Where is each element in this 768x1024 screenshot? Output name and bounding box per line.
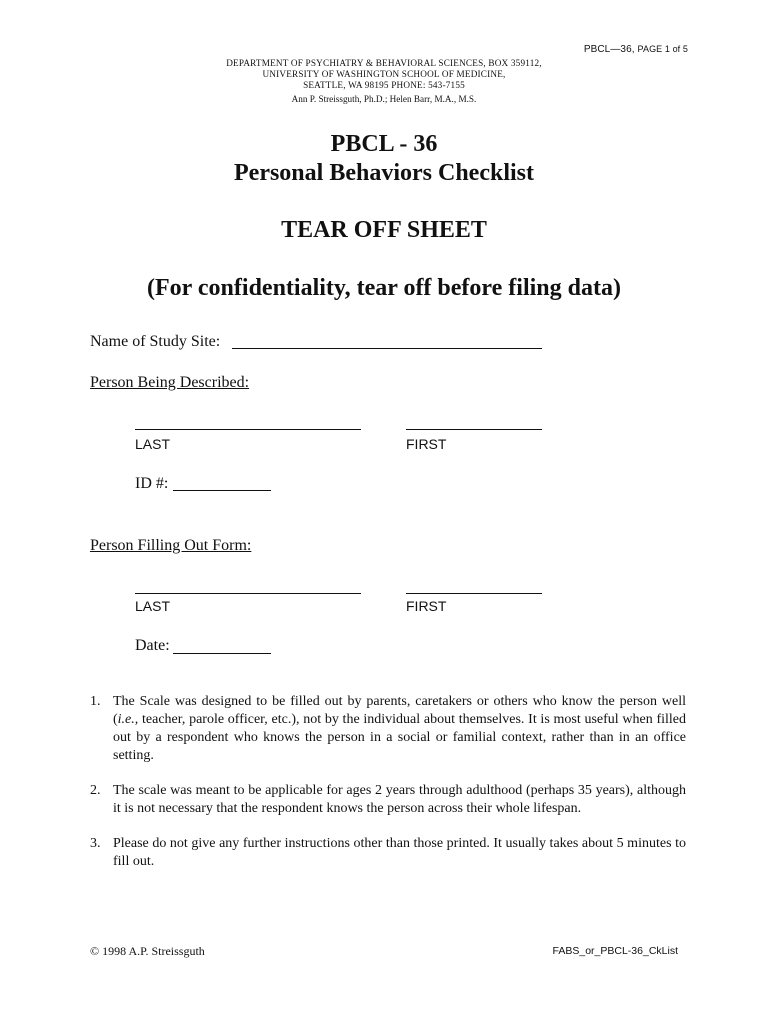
header-line-1: DEPARTMENT OF PSYCHIATRY & BEHAVIORAL SCIENCES, BOX 359112, (226, 58, 542, 68)
department-header (0, 58, 768, 91)
filler-first-name-field[interactable] (406, 593, 542, 594)
tear-off-title: TEAR OFF SHEET (281, 217, 487, 243)
person-described-label: Person Being Described: (90, 374, 250, 391)
header-line-3: SEATTLE, WA 98195 PHONE: 543-7155 (303, 80, 465, 90)
header-line-2: UNIVERSITY OF WASHINGTON SCHOOL OF MEDICINE, (262, 69, 506, 79)
person-filling-label: Person Filling Out Form: (90, 537, 252, 554)
page-number: PAGE 1 of 5 (637, 44, 688, 54)
filler-first-label: FIRST (406, 598, 447, 614)
filler-last-label: LAST (135, 598, 171, 614)
copyright: © 1998 A.P. Streissguth (90, 944, 205, 958)
form-code: PBCL—36, (583, 44, 635, 55)
id-label: ID #: (135, 475, 169, 492)
instruction-item-1 (90, 693, 686, 765)
file-name: FABS_or_PBCL-36_CkList (552, 945, 678, 957)
page-reference (0, 44, 688, 55)
form-name-title: Personal Behaviors Checklist (234, 160, 534, 186)
authors: Ann P. Streissguth, Ph.D.; Helen Barr, M.A., M.S. (291, 94, 477, 104)
instruction-text: The scale was meant to be applicable for ages 2 years through adulthood (perhaps 35 years), although it is not necessary that the respondent knows the person across their whole lifespan. (113, 783, 686, 816)
instruction-item-2 (90, 782, 686, 818)
instruction-text: Please do not give any further instructions other than those printed. It usually takes about 5 minutes to fill out. (113, 836, 686, 869)
study-site-field[interactable] (232, 348, 542, 349)
instruction-number: 1. (90, 694, 101, 709)
instruction-item-3 (90, 835, 686, 871)
described-last-name-field[interactable] (135, 429, 361, 430)
instruction-number: 2. (90, 783, 101, 798)
date-field[interactable] (173, 653, 271, 654)
described-last-label: LAST (135, 436, 171, 452)
described-first-name-field[interactable] (406, 429, 542, 430)
confidentiality-note: (For confidentiality, tear off before filing data) (147, 275, 621, 301)
filler-last-name-field[interactable] (135, 593, 361, 594)
id-field[interactable] (173, 490, 271, 491)
instruction-text: The Scale was designed to be filled out by parents, caretakers or others who know the person well (i.e., teacher, parole officer, etc.), not by the individual about themselves. It is most useful when filled out by a respondent who knows the person in a social or familial context, rather than in an office setting. (113, 694, 686, 763)
described-first-label: FIRST (406, 436, 447, 452)
instructions-list (90, 693, 686, 888)
date-label: Date: (135, 637, 170, 654)
form-code-title: PBCL - 36 (330, 131, 438, 157)
study-site-label: Name of Study Site: (90, 333, 221, 350)
instruction-number: 3. (90, 836, 101, 851)
